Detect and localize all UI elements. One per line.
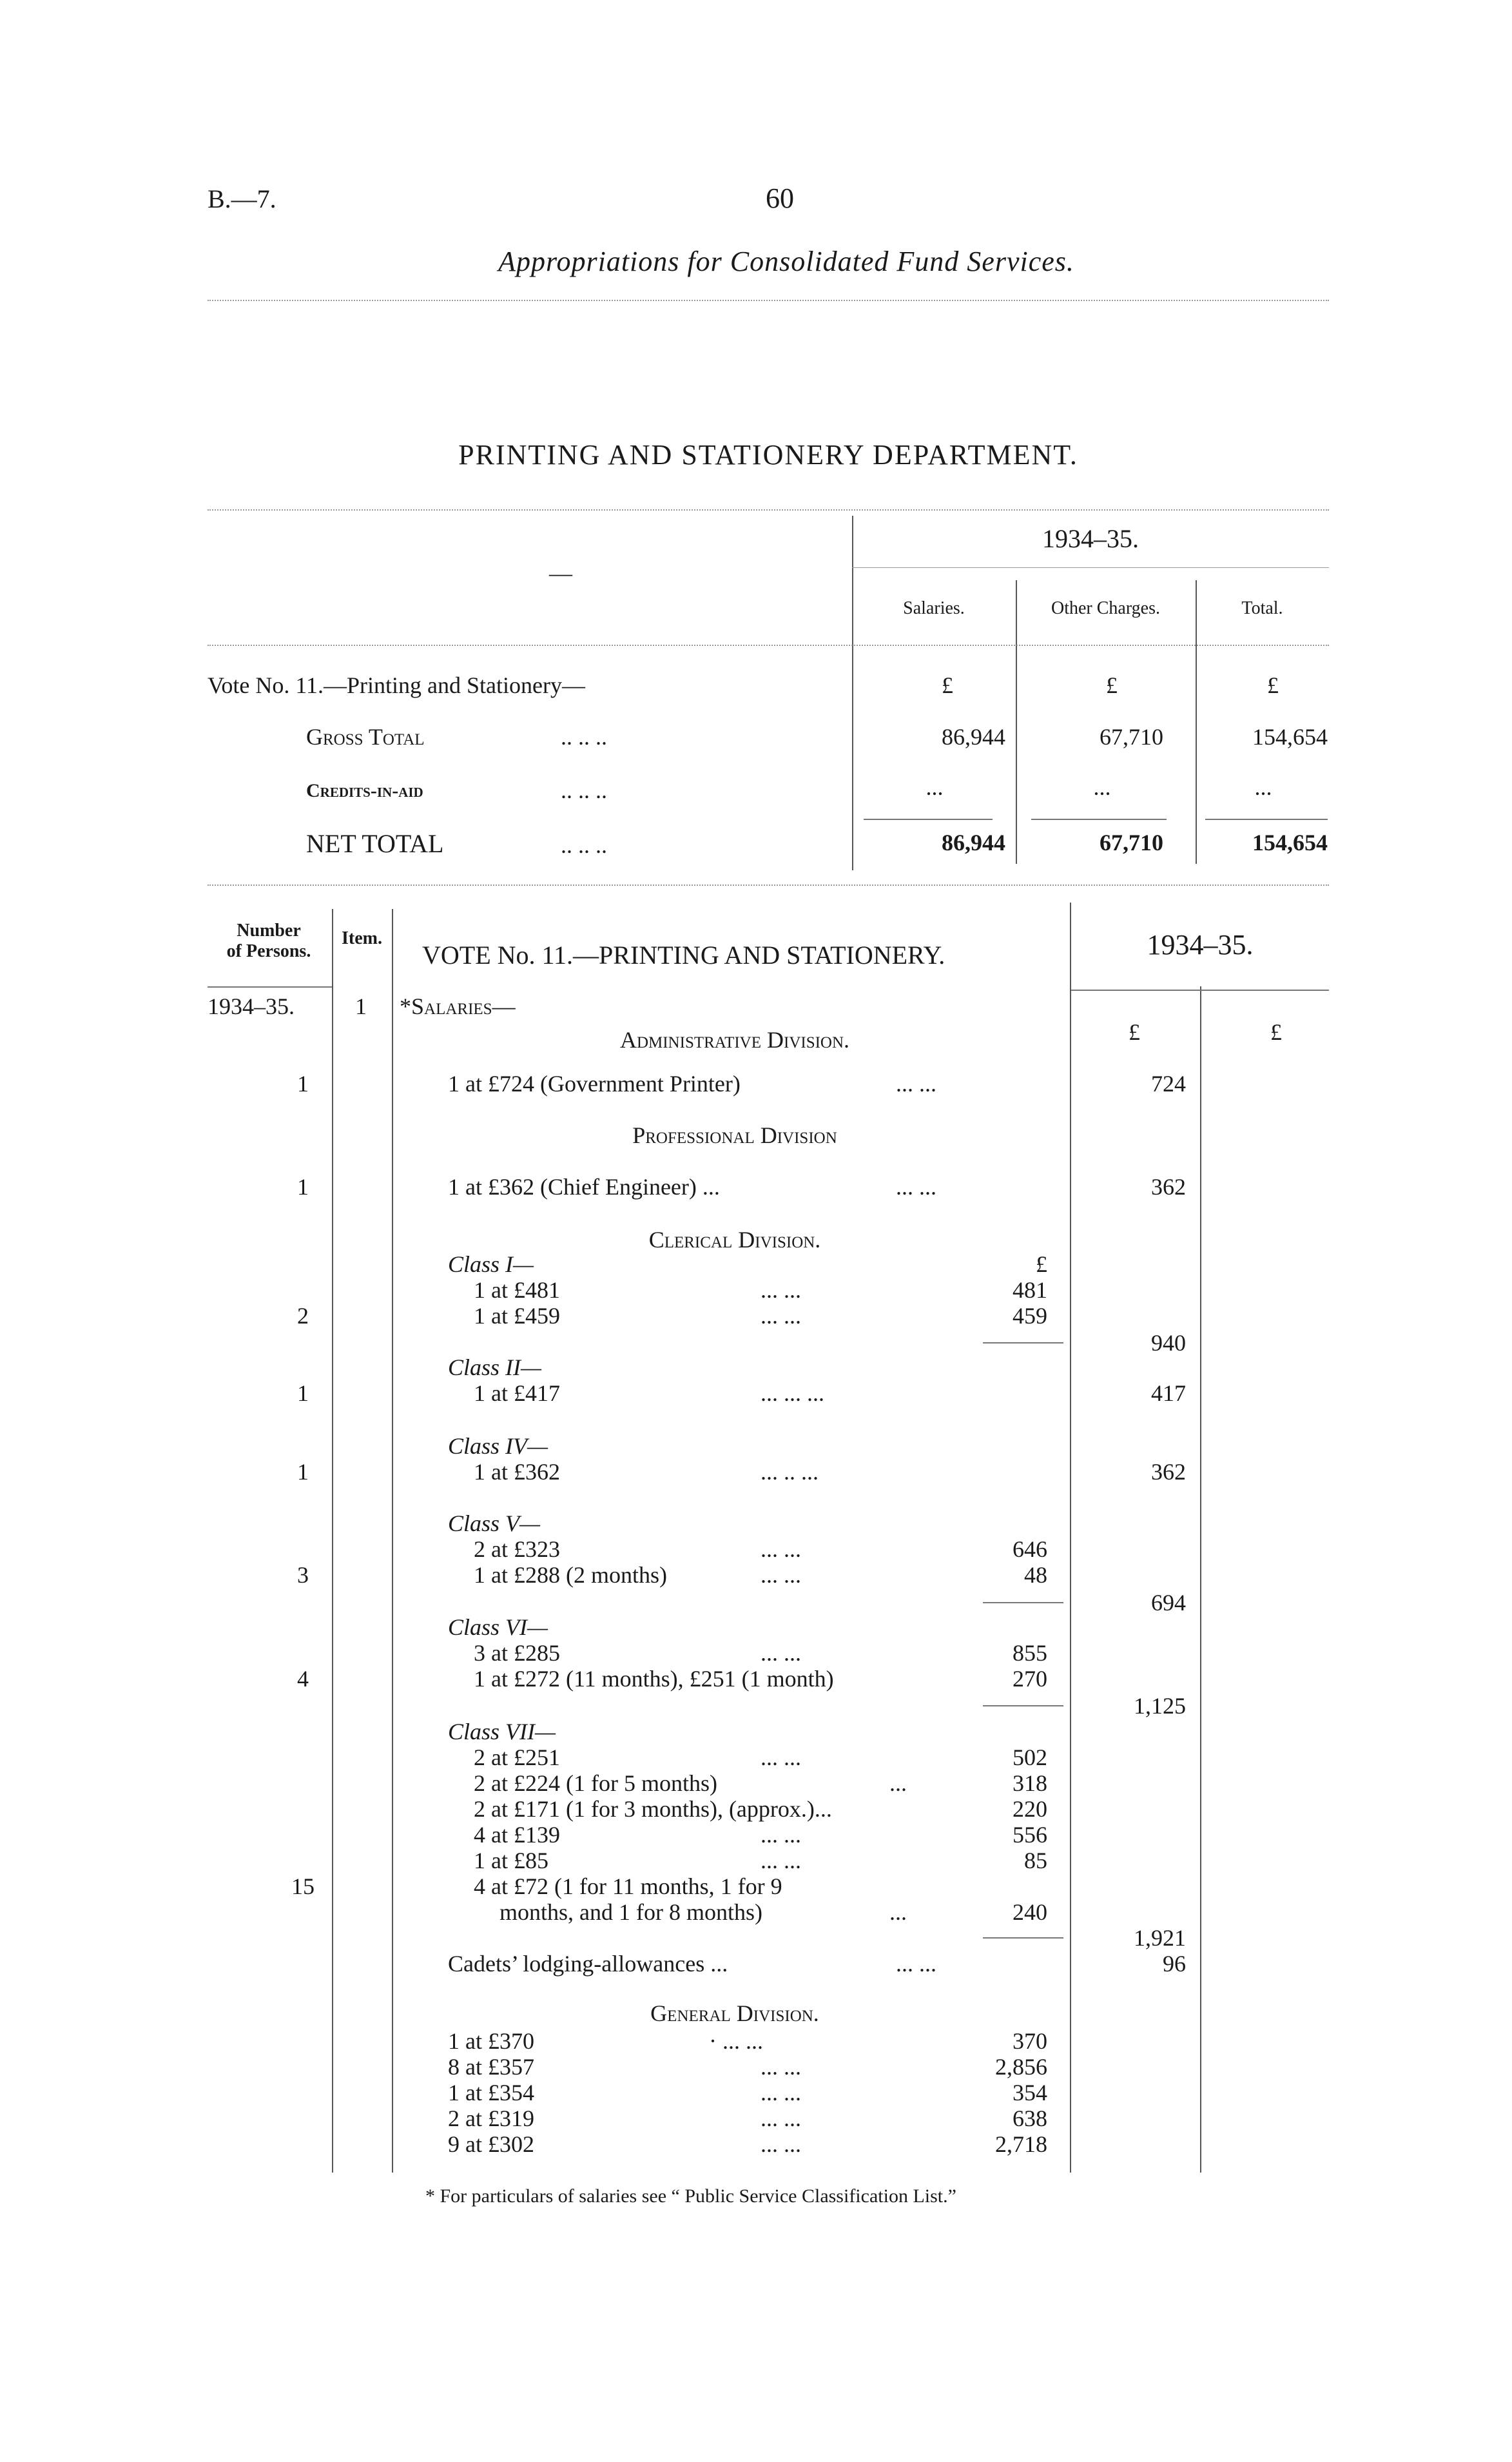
class7-amount: 220 — [1013, 1796, 1047, 1822]
class7-amount: 502 — [1013, 1744, 1047, 1770]
class7-line: 2 at £251 — [474, 1744, 560, 1770]
general-dots: · ... ... — [709, 2028, 763, 2054]
general-amount: 2,856 — [995, 2054, 1047, 2080]
summary-dash: — — [549, 560, 572, 586]
class5-rule — [983, 1602, 1063, 1603]
class5-dots: ... ... — [761, 1536, 801, 1562]
class7-line: 1 at £85 — [474, 1848, 548, 1873]
class6-amount: 855 — [1013, 1640, 1047, 1666]
admin-dots: ... ... — [896, 1071, 936, 1097]
class1-amount: 481 — [1013, 1277, 1047, 1303]
class1-amount: 459 — [1013, 1303, 1047, 1329]
prof-persons: 1 — [297, 1174, 309, 1200]
persons-year: 1934–35. — [208, 993, 295, 1019]
class7-dots: ... ... — [761, 1848, 801, 1873]
admin-persons: 1 — [297, 1071, 309, 1097]
class6-total: 1,125 — [1134, 1693, 1186, 1719]
class7-persons: 15 — [291, 1873, 315, 1899]
clerical-division: Clerical Division. — [648, 1227, 821, 1253]
amount-divider — [1070, 903, 1071, 2173]
gross-total: 154,654 — [1252, 724, 1328, 750]
class7-line: 4 at £72 (1 for 11 months, 1 for 9 — [474, 1873, 782, 1899]
prof-line: 1 at £362 (Chief Engineer) ... — [448, 1174, 720, 1200]
class7-dots: ... — [889, 1770, 907, 1796]
credits-label: Credits-in-aid — [306, 780, 423, 801]
class7-line: 2 at £171 (1 for 3 months), (approx.)... — [474, 1796, 832, 1822]
admin-line: 1 at £724 (Government Printer) — [448, 1071, 741, 1097]
page-number: 60 — [766, 182, 794, 214]
year-header-rule — [1071, 990, 1329, 991]
general-line: 8 at £357 — [448, 2054, 534, 2080]
summary-year-rule — [852, 567, 1329, 568]
class1-dots: ... ... — [761, 1303, 801, 1329]
gross-total-label: Gross Total — [306, 724, 425, 750]
report-reference: B.—7. — [208, 184, 276, 213]
net-rule — [1205, 819, 1328, 820]
general-amount: 370 — [1013, 2028, 1047, 2054]
class4-total: 362 — [1151, 1459, 1186, 1485]
class6-line: 3 at £285 — [474, 1640, 560, 1666]
general-line: 1 at £354 — [448, 2080, 534, 2105]
general-amount: 2,718 — [995, 2131, 1047, 2157]
item-divider — [392, 909, 393, 2173]
col-persons-line2: of Persons. — [226, 941, 311, 961]
net-total-dots: .. .. .. — [561, 832, 607, 858]
class7-total: 1,921 — [1134, 1925, 1186, 1951]
cadets-line: Cadets’ lodging-allowances ... — [448, 1951, 728, 1977]
summary-bottom-rule — [208, 884, 1329, 886]
net-total: 154,654 — [1252, 830, 1328, 855]
prof-amount: 362 — [1151, 1174, 1186, 1200]
general-line: 1 at £370 — [448, 2028, 534, 2054]
col-total: Total. — [1241, 598, 1283, 618]
class7-dots: ... ... — [761, 1822, 801, 1848]
general-dots: ... ... — [761, 2131, 801, 2157]
header-rule — [208, 300, 1329, 301]
class7-line: 2 at £224 (1 for 5 months) — [474, 1770, 717, 1796]
col-item: Item. — [342, 928, 382, 948]
vote-label: Vote No. 11.—Printing and Stationery— — [208, 672, 585, 698]
class1-heading: Class I— — [448, 1251, 534, 1277]
class1-rule — [983, 1342, 1063, 1343]
class2-total: 417 — [1151, 1380, 1186, 1406]
credits-other: ... — [1093, 774, 1111, 800]
net-rule — [864, 819, 993, 820]
general-dots: ... ... — [761, 2105, 801, 2131]
class6-dots: ... ... — [761, 1640, 801, 1666]
class1-persons: 2 — [297, 1303, 309, 1329]
general-line: 9 at £302 — [448, 2131, 534, 2157]
class5-line: 1 at £288 (2 months) — [474, 1562, 667, 1588]
gross-salaries: 86,944 — [942, 724, 1005, 750]
summary-year: 1934–35. — [1042, 524, 1139, 553]
class5-persons: 3 — [297, 1562, 309, 1588]
net-total-label: NET TOTAL — [306, 829, 444, 858]
vote-title: VOTE No. 11.—PRINTING AND STATIONERY. — [422, 941, 945, 970]
class4-heading: Class IV— — [448, 1433, 548, 1459]
cadets-dots: ... ... — [896, 1951, 936, 1977]
net-salaries: 86,944 — [942, 830, 1005, 855]
class7-line: 4 at £139 — [474, 1822, 560, 1848]
class2-line: 1 at £417 — [474, 1380, 560, 1406]
detail-year: 1934–35. — [1147, 929, 1254, 961]
footnote: * For particulars of salaries see “ Public Service Classification List.” — [425, 2185, 956, 2207]
class1-total: 940 — [1151, 1330, 1186, 1356]
summary-divider — [1196, 580, 1197, 864]
class7-amount: 556 — [1013, 1822, 1047, 1848]
currency-other: £ — [1106, 672, 1118, 698]
general-division: General Division. — [650, 2000, 819, 2026]
class5-amount: 48 — [1024, 1562, 1047, 1588]
item-number: 1 — [355, 993, 367, 1019]
class7-dots: ... ... — [761, 1744, 801, 1770]
general-amount: 638 — [1013, 2105, 1047, 2131]
col-other-charges: Other Charges. — [1051, 598, 1160, 618]
class2-persons: 1 — [297, 1380, 309, 1406]
currency-salaries: £ — [942, 672, 953, 698]
prof-dots: ... ... — [896, 1174, 936, 1200]
class7-rule — [983, 1937, 1063, 1939]
net-other: 67,710 — [1100, 830, 1163, 855]
col-salaries: Salaries. — [903, 598, 965, 618]
class6-line: 1 at £272 (11 months), £251 (1 month) — [474, 1666, 834, 1692]
gross-total-dots: .. .. .. — [561, 724, 607, 750]
salaries-heading: *Salaries— — [400, 993, 516, 1019]
page-subtitle: Appropriations for Consolidated Fund Services. — [498, 246, 1074, 277]
class7-dots: ... — [889, 1899, 907, 1925]
class5-line: 2 at £323 — [474, 1536, 560, 1562]
summary-top-rule — [208, 509, 1329, 511]
class6-heading: Class VI— — [448, 1614, 548, 1640]
class4-persons: 1 — [297, 1459, 309, 1485]
class6-rule — [983, 1705, 1063, 1706]
class1-line: 1 at £459 — [474, 1303, 560, 1329]
summary-header-rule — [208, 645, 1329, 646]
credits-dots: .. .. .. — [561, 777, 607, 803]
class5-total: 694 — [1151, 1590, 1186, 1616]
amount-divider — [1200, 986, 1201, 2173]
credits-salaries: ... — [926, 774, 944, 800]
class7-line: months, and 1 for 8 months) — [499, 1899, 762, 1925]
admin-division: Administrative Division. — [619, 1027, 850, 1053]
cadets-amount: 96 — [1163, 1951, 1186, 1977]
department-title: PRINTING AND STATIONERY DEPARTMENT. — [458, 439, 1078, 471]
persons-divider — [332, 909, 333, 2173]
col-persons — [208, 921, 330, 962]
pound-col1: £ — [1129, 1019, 1140, 1045]
class7-heading: Class VII— — [448, 1719, 556, 1744]
currency-total: £ — [1267, 672, 1279, 698]
general-amount: 354 — [1013, 2080, 1047, 2105]
class1-line: 1 at £481 — [474, 1277, 560, 1303]
class1-pound: £ — [1036, 1251, 1047, 1277]
class5-dots: ... ... — [761, 1562, 801, 1588]
class2-dots: ... ... ... — [761, 1380, 824, 1406]
pound-col2: £ — [1270, 1019, 1282, 1045]
class1-dots: ... ... — [761, 1277, 801, 1303]
admin-amount: 724 — [1151, 1071, 1186, 1097]
class5-heading: Class V— — [448, 1510, 541, 1536]
class4-dots: ... .. ... — [761, 1459, 819, 1485]
class4-line: 1 at £362 — [474, 1459, 560, 1485]
class7-amount: 85 — [1024, 1848, 1047, 1873]
net-rule — [1031, 819, 1167, 820]
class5-amount: 646 — [1013, 1536, 1047, 1562]
class7-amount: 318 — [1013, 1770, 1047, 1796]
general-dots: ... ... — [761, 2054, 801, 2080]
summary-divider — [1016, 580, 1017, 864]
class6-amount: 270 — [1013, 1666, 1047, 1692]
class6-persons: 4 — [297, 1666, 309, 1692]
gross-other: 67,710 — [1100, 724, 1163, 750]
prof-division: Professional Division — [632, 1122, 837, 1148]
col-persons-line1: Number — [237, 921, 301, 941]
class2-heading: Class II— — [448, 1354, 542, 1380]
general-line: 2 at £319 — [448, 2105, 534, 2131]
summary-divider — [852, 516, 853, 870]
general-dots: ... ... — [761, 2080, 801, 2105]
class7-amount: 240 — [1013, 1899, 1047, 1925]
persons-header-rule — [208, 986, 332, 988]
credits-total: ... — [1254, 774, 1272, 800]
